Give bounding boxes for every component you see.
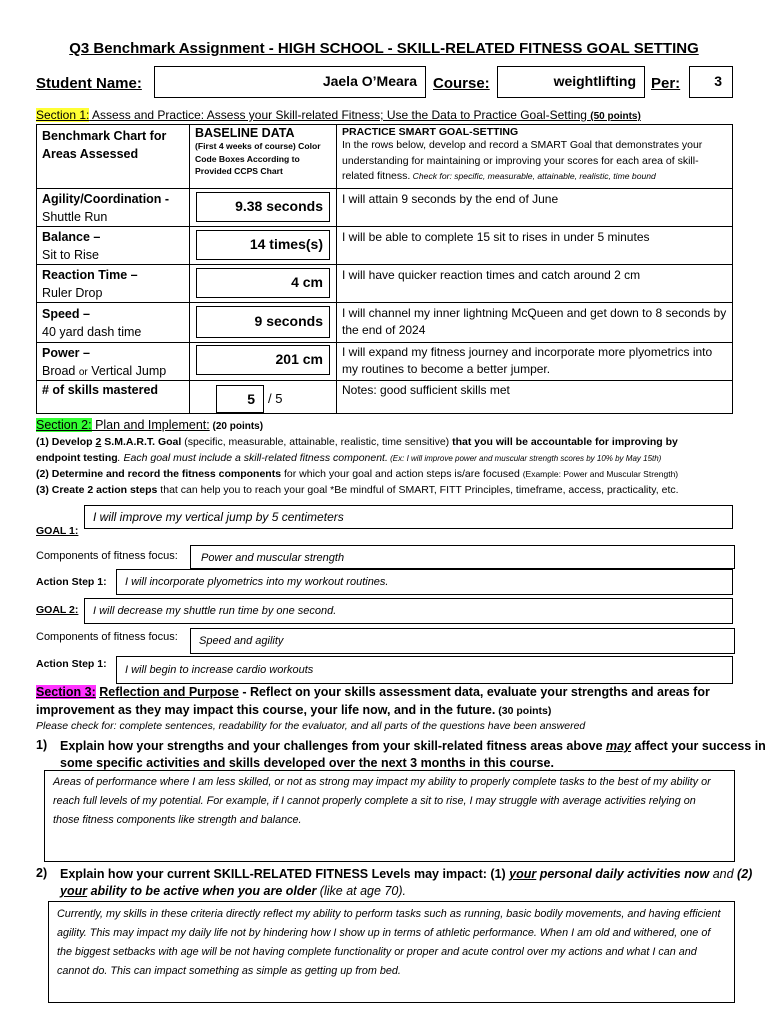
smart-goal-text: I will attain 9 seconds by the end of June (342, 192, 559, 206)
instr-text: that you will be accountable for improving by (452, 436, 678, 448)
period-label: Per: (651, 75, 681, 92)
baseline-value-box[interactable] (196, 306, 330, 338)
area-label: Reaction Time – (42, 268, 138, 282)
smart-goal-text: I will channel my inner lightning McQueen and get down to 8 seconds by the end of 2024 (342, 306, 727, 337)
q2-text-d: ability to be active when you are older (87, 884, 317, 898)
baseline-value-box[interactable] (196, 345, 330, 375)
q1-may: may (606, 739, 632, 753)
practice-instructions (342, 138, 730, 185)
skills-mastered-box[interactable] (216, 385, 264, 413)
instr-text: endpoint testing (36, 452, 118, 464)
section3-title: Reflection and Purpose (99, 685, 239, 699)
section2-points: (20 points) (209, 421, 264, 432)
test-label: Ruler Drop (42, 286, 103, 300)
q2-text-a: Explain how your current SKILL-RELATED FITNESS Levels may impact: (1) (60, 867, 510, 881)
action2-field[interactable] (116, 656, 733, 684)
skills-mastered-label: # of skills mastered (42, 383, 159, 397)
skills-mastered-value: 5 (247, 391, 255, 407)
q1-text (60, 738, 766, 772)
q2-your1: your (509, 867, 537, 881)
student-name-label: Student Name: (36, 75, 142, 92)
practice-instructions-text: In the rows below, develop and record a SMART Goal that demonstrates your understanding for maintaining or improving your scores for each area of skill-related fitness. (342, 139, 703, 182)
row-balance (42, 228, 187, 264)
section1-tag: Section 1: (36, 108, 90, 122)
section3-heading (36, 685, 710, 699)
test-label: Sit to Rise (42, 248, 99, 262)
q1-text-c: some specific activities and skills developed over the next 3 months in this course. (60, 756, 554, 770)
area-label: Agility/Coordination - (42, 192, 170, 206)
goal1-value: I will improve my vertical jump by 5 centimeters (93, 510, 344, 524)
notes-text: Notes: good sufficient skills met (342, 383, 510, 397)
answer2-box[interactable] (48, 901, 735, 1003)
area-label: Power – (42, 346, 90, 360)
smart-goal-text: I will expand my fitness journey and incorporate more plyometrics into my routines to become a better jumper. (342, 345, 713, 376)
col-header-benchmark: Benchmark Chart for Areas Assessed (42, 129, 167, 161)
baseline-value: 9.38 seconds (235, 198, 323, 214)
answer1-box[interactable] (44, 770, 735, 862)
row-agility (42, 190, 187, 226)
section2-heading (36, 418, 263, 432)
col-header-baseline (195, 126, 333, 178)
q1-text-b: affect your success in (631, 739, 766, 753)
row-speed (42, 305, 187, 341)
baseline-value-box[interactable] (196, 230, 330, 260)
section3-tag: Section 3: (36, 685, 96, 699)
baseline-value-box[interactable] (196, 268, 330, 298)
test-label-or: or (78, 367, 88, 378)
components2-label: Components of fitness focus: (36, 631, 178, 643)
test-label: Broad (42, 364, 79, 378)
baseline-value: 14 times(s) (249, 236, 323, 252)
action1-field[interactable] (116, 569, 733, 595)
page-title: Q3 Benchmark Assignment - HIGH SCHOOL - SKILL-RELATED FITNESS GOAL SETTING (69, 40, 699, 57)
components2-field[interactable] (190, 628, 735, 654)
period-field[interactable] (689, 66, 733, 98)
course-value: weightlifting (553, 73, 636, 89)
baseline-header-text: BASELINE DATA (195, 126, 295, 140)
section2-instr-3 (36, 467, 678, 481)
components2-value: Speed and agility (199, 635, 284, 647)
practice-header-text: PRACTICE SMART GOAL-SETTING (342, 126, 519, 138)
baseline-value: 9 seconds (254, 313, 323, 329)
section3-text: - Reflect on your skills assessment data, evaluate your strengths and areas for (238, 685, 710, 699)
action1-value: I will incorporate plyometrics into my workout routines. (125, 576, 389, 588)
instr-text: (2) Determine and record the fitness components (36, 468, 282, 480)
instr-text: (Ex: I will improve power and muscular strength scores by 10% by May 15th) (387, 454, 662, 463)
q1-text-a: Explain how your strengths and your challenges from your skill-related fitness areas above (60, 739, 606, 753)
section1-text: Assess and Practice: Assess your Skill-related Fitness; Use the Data to Practice Goal-Setting (89, 108, 591, 122)
answer1-text: Areas of performance where I am less skilled, or not as strong may impact my ability to properly complete tasks to the best of my ability or reach full levels of my potential. For example, if I cannot properly complete a sit to rise, I may struggle with average activities relying on those fitness components like strength and balance. (53, 776, 711, 826)
test-label: Shuttle Run (42, 210, 108, 224)
q2-your2: your (60, 884, 88, 898)
action2-value: I will begin to increase cardio workouts (125, 664, 314, 676)
section1-points: (50 points) (590, 111, 641, 122)
components-label: Components of fitness focus: (36, 550, 178, 562)
q2-number: 2) (36, 866, 48, 880)
instr-text: for which your goal and action steps is/are focused (281, 468, 523, 480)
row-reaction-time (42, 266, 187, 302)
baseline-value: 201 cm (275, 351, 323, 367)
instr-text: (1) Develop (36, 436, 96, 448)
test-label-b: Vertical Jump (87, 364, 167, 378)
q2-and: and (709, 867, 738, 881)
instr-text: (3) Create 2 action steps (36, 484, 158, 496)
instr-text: 2 (95, 436, 102, 448)
practice-check-text: Check for: specific, measurable, attainable, realistic, time bound (410, 171, 656, 181)
smart-goal-text: I will be able to complete 15 sit to rises in under 5 minutes (342, 230, 650, 244)
goal1-field[interactable] (84, 505, 733, 529)
section1-heading (36, 108, 641, 122)
section3-text: improvement as they may impact this course, your life now, and in the future. (36, 703, 496, 717)
instr-text: (specific, measurable, attainable, realistic, time sensitive) (181, 436, 453, 448)
student-name-value: Jaela O’Meara (322, 73, 417, 89)
section2-text: Plan and Implement: (91, 418, 210, 432)
instr-text: that can help you to reach your goal *Be mindful of SMART, FITT Principles, timeframe, access, practicality, etc. (157, 484, 679, 496)
section3-heading-2 (36, 703, 551, 717)
course-label: Course: (433, 75, 490, 92)
instr-text: . Each goal must include a skill-related fitness component. (117, 452, 388, 464)
q2-text (60, 866, 752, 900)
goal2-value: I will decrease my shuttle run time by one second. (93, 605, 337, 617)
smart-goal-text: I will have quicker reaction times and catch around 2 cm (342, 268, 641, 282)
test-label: 40 yard dash time (42, 325, 142, 339)
q2-text-e: (like at age 70). (316, 884, 406, 898)
student-name-field[interactable] (154, 66, 426, 98)
section2-instr-4 (36, 483, 679, 497)
baseline-subtext: (First 4 weeks of course) Color Code Boxes According to Provided CCPS Chart (195, 141, 321, 176)
section3-points: (30 points) (495, 705, 552, 717)
period-value: 3 (714, 73, 722, 89)
section3-check: Please check for: complete sentences, readability for the evaluator, and all parts of the questions have been answered (36, 720, 586, 732)
q1-number: 1) (36, 738, 48, 752)
q2-text-b: personal daily activities now (536, 867, 710, 881)
answer2-text: Currently, my skills in these criteria directly reflect my ability to perform tasks such as running, basic bodily movements, and having efficient agility. This may impact my daily life not by hindering how I show up in terms of athletic performance. When I am old and withered, one of the biggest setbacks with age will be not having complete functionality or proper and acute control over my actions and what I can and cannot do. This can impact something as simple as getting up from bed. (57, 908, 721, 977)
area-label: Balance – (42, 230, 101, 244)
action1-label: Action Step 1: (36, 576, 107, 588)
baseline-value: 4 cm (291, 274, 323, 290)
goal1-label: GOAL 1: (36, 525, 79, 537)
section2-instr-1 (36, 435, 678, 449)
action2-label: Action Step 1: (36, 658, 107, 670)
q2-text-c: (2) (737, 867, 753, 881)
baseline-value-box[interactable] (196, 192, 330, 222)
components1-field[interactable] (190, 545, 735, 569)
section2-instr-2 (36, 451, 661, 466)
goal2-label: GOAL 2: (36, 604, 79, 616)
course-field[interactable] (497, 66, 645, 98)
goal2-field[interactable] (84, 598, 733, 624)
row-power (42, 344, 187, 382)
col-header-practice (342, 126, 730, 185)
instr-text: (Example: Power and Muscular Strength) (522, 469, 679, 479)
instr-text: S.M.A.R.T. Goal (101, 436, 182, 448)
skills-mastered-total: / 5 (268, 391, 283, 406)
area-label: Speed – (42, 307, 90, 321)
section2-tag: Section 2: (36, 418, 92, 432)
components1-value: Power and muscular strength (201, 552, 345, 564)
